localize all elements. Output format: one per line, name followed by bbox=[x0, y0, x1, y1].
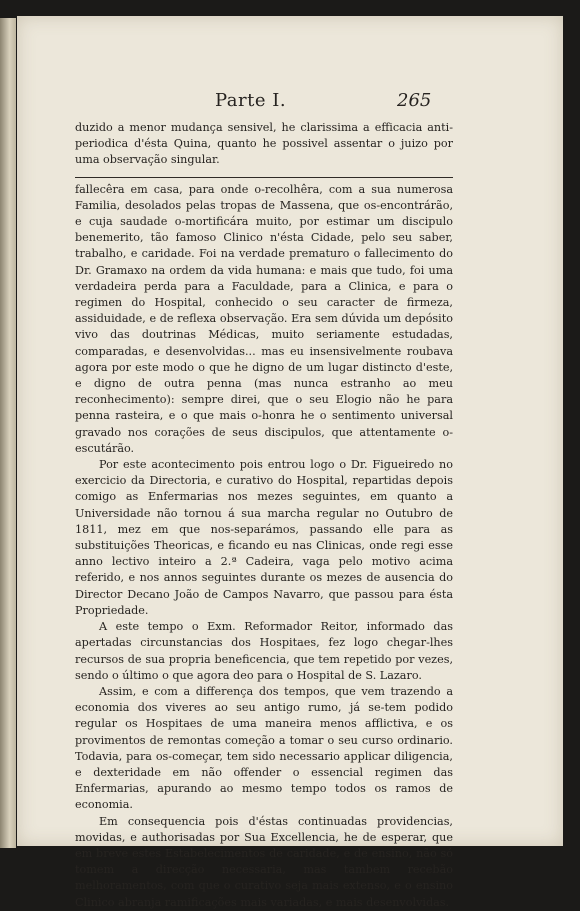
running-head: Parte I. bbox=[215, 90, 287, 111]
paragraph: Assim, e com a differença dos tempos, que vem trazendo a economia dos viveres ao seu antigo rumo, já se-tem podido regular os Hospitaes de uma maneira menos afflictiva, e os provimentos de remontas começão a tomar o seu curso ordinario. Todavia, para os-começar, tem sido necessario applicar diligencia, e dexteridade em não offender o essencial regimen das Enfermarias, apurando ao mesmo tempo todos os ramos de economia. bbox=[75, 684, 453, 812]
paragraph: Por este acontecimento pois entrou logo o Dr. Figueiredo no exercicio da Directoria, e curativo do Hospital, repartidas depois comigo as Enfermarias nos mezes seguintes, em quanto a Universidade não tornou á sua marcha regular no Outubro de 1811, mez em que nos-separámos, passando elle para as substituições Theoricas, e ficando eu nas Clinicas, onde regi esse anno lectivo inteiro a 2.ª Cadeira, vaga pelo motivo acima referido, e nos annos seguintes durante os mezes de ausencia do Director Decano João de Campos Navarro, que passou para ésta Propriedade. bbox=[75, 458, 453, 617]
section-rule bbox=[75, 177, 453, 178]
facing-page-edge bbox=[0, 18, 16, 848]
continued-paragraph: duzido a menor mudança sensivel, he clarissima a efficacia anti-periodica d'ésta Quina, quanto he possivel assentar o juizo por uma observação singular. bbox=[75, 121, 453, 167]
paragraph: fallecêra em casa, para onde o-recolhêra, com a sua numerosa Familia, desolados pelas tropas de Massena, que os-encontrárão, e cuja saudade o-mortificára muito, por estimar um discipulo benemerito, tão famoso Clinico n'ésta Cidade, pelo seu saber, trabalho, e caridade. Foi na verdade prematuro o fallecimento do Dr. Gramaxo na ordem da vida humana: e mais que tudo, foi uma verdadeira perda para a Faculdade, para a Clinica, e para o regimen do Hospital, conhecido o seu caracter de firmeza, assiduidade, e de reflexa observação. Era sem dúvida um depósito vivo das doutrinas Médicas, muito seriamente estudadas, comparadas, e desenvolvidas... mas eu insensivelmente roubava agora por este modo o que he digno de um lugar distincto d'este, e digno de outra penna (mas nunca estranho ao meu reconhecimento): sempre direi, que o seu Elogio não he para penna rasteira, e o que mais o-honra he o sentimento universal gravado nos corações de seus discipulos, que attentamente o-escutárão. bbox=[75, 182, 453, 455]
page-body bbox=[75, 120, 453, 911]
page-number: 265 bbox=[397, 90, 432, 111]
paragraph: Em consequencia pois d'éstas continuadas providencias, movidas, e authorisadas por Sua Excellencia, he de esperar, que em breve estes Estabelecimentos de caridade, e de ensino, não só tomem a direcção necessaria, mas tambem recebão melhoramentos, com que o curativo seja mais extenso, e o ensino Clinico abranja ramificações mais variadas, e mais desenvolvidas. bbox=[75, 814, 453, 909]
page-header bbox=[17, 90, 563, 118]
paragraph: A este tempo o Exm. Reformador Reitor, informado das apertadas circunstancias dos Hospitaes, fez logo chegar-lhes recursos de sua propria beneficencia, que tem repetido por vezes, sendo o último o que agora deo para o Hospital de S. Lazaro. bbox=[75, 620, 453, 682]
book-page bbox=[17, 16, 563, 909]
